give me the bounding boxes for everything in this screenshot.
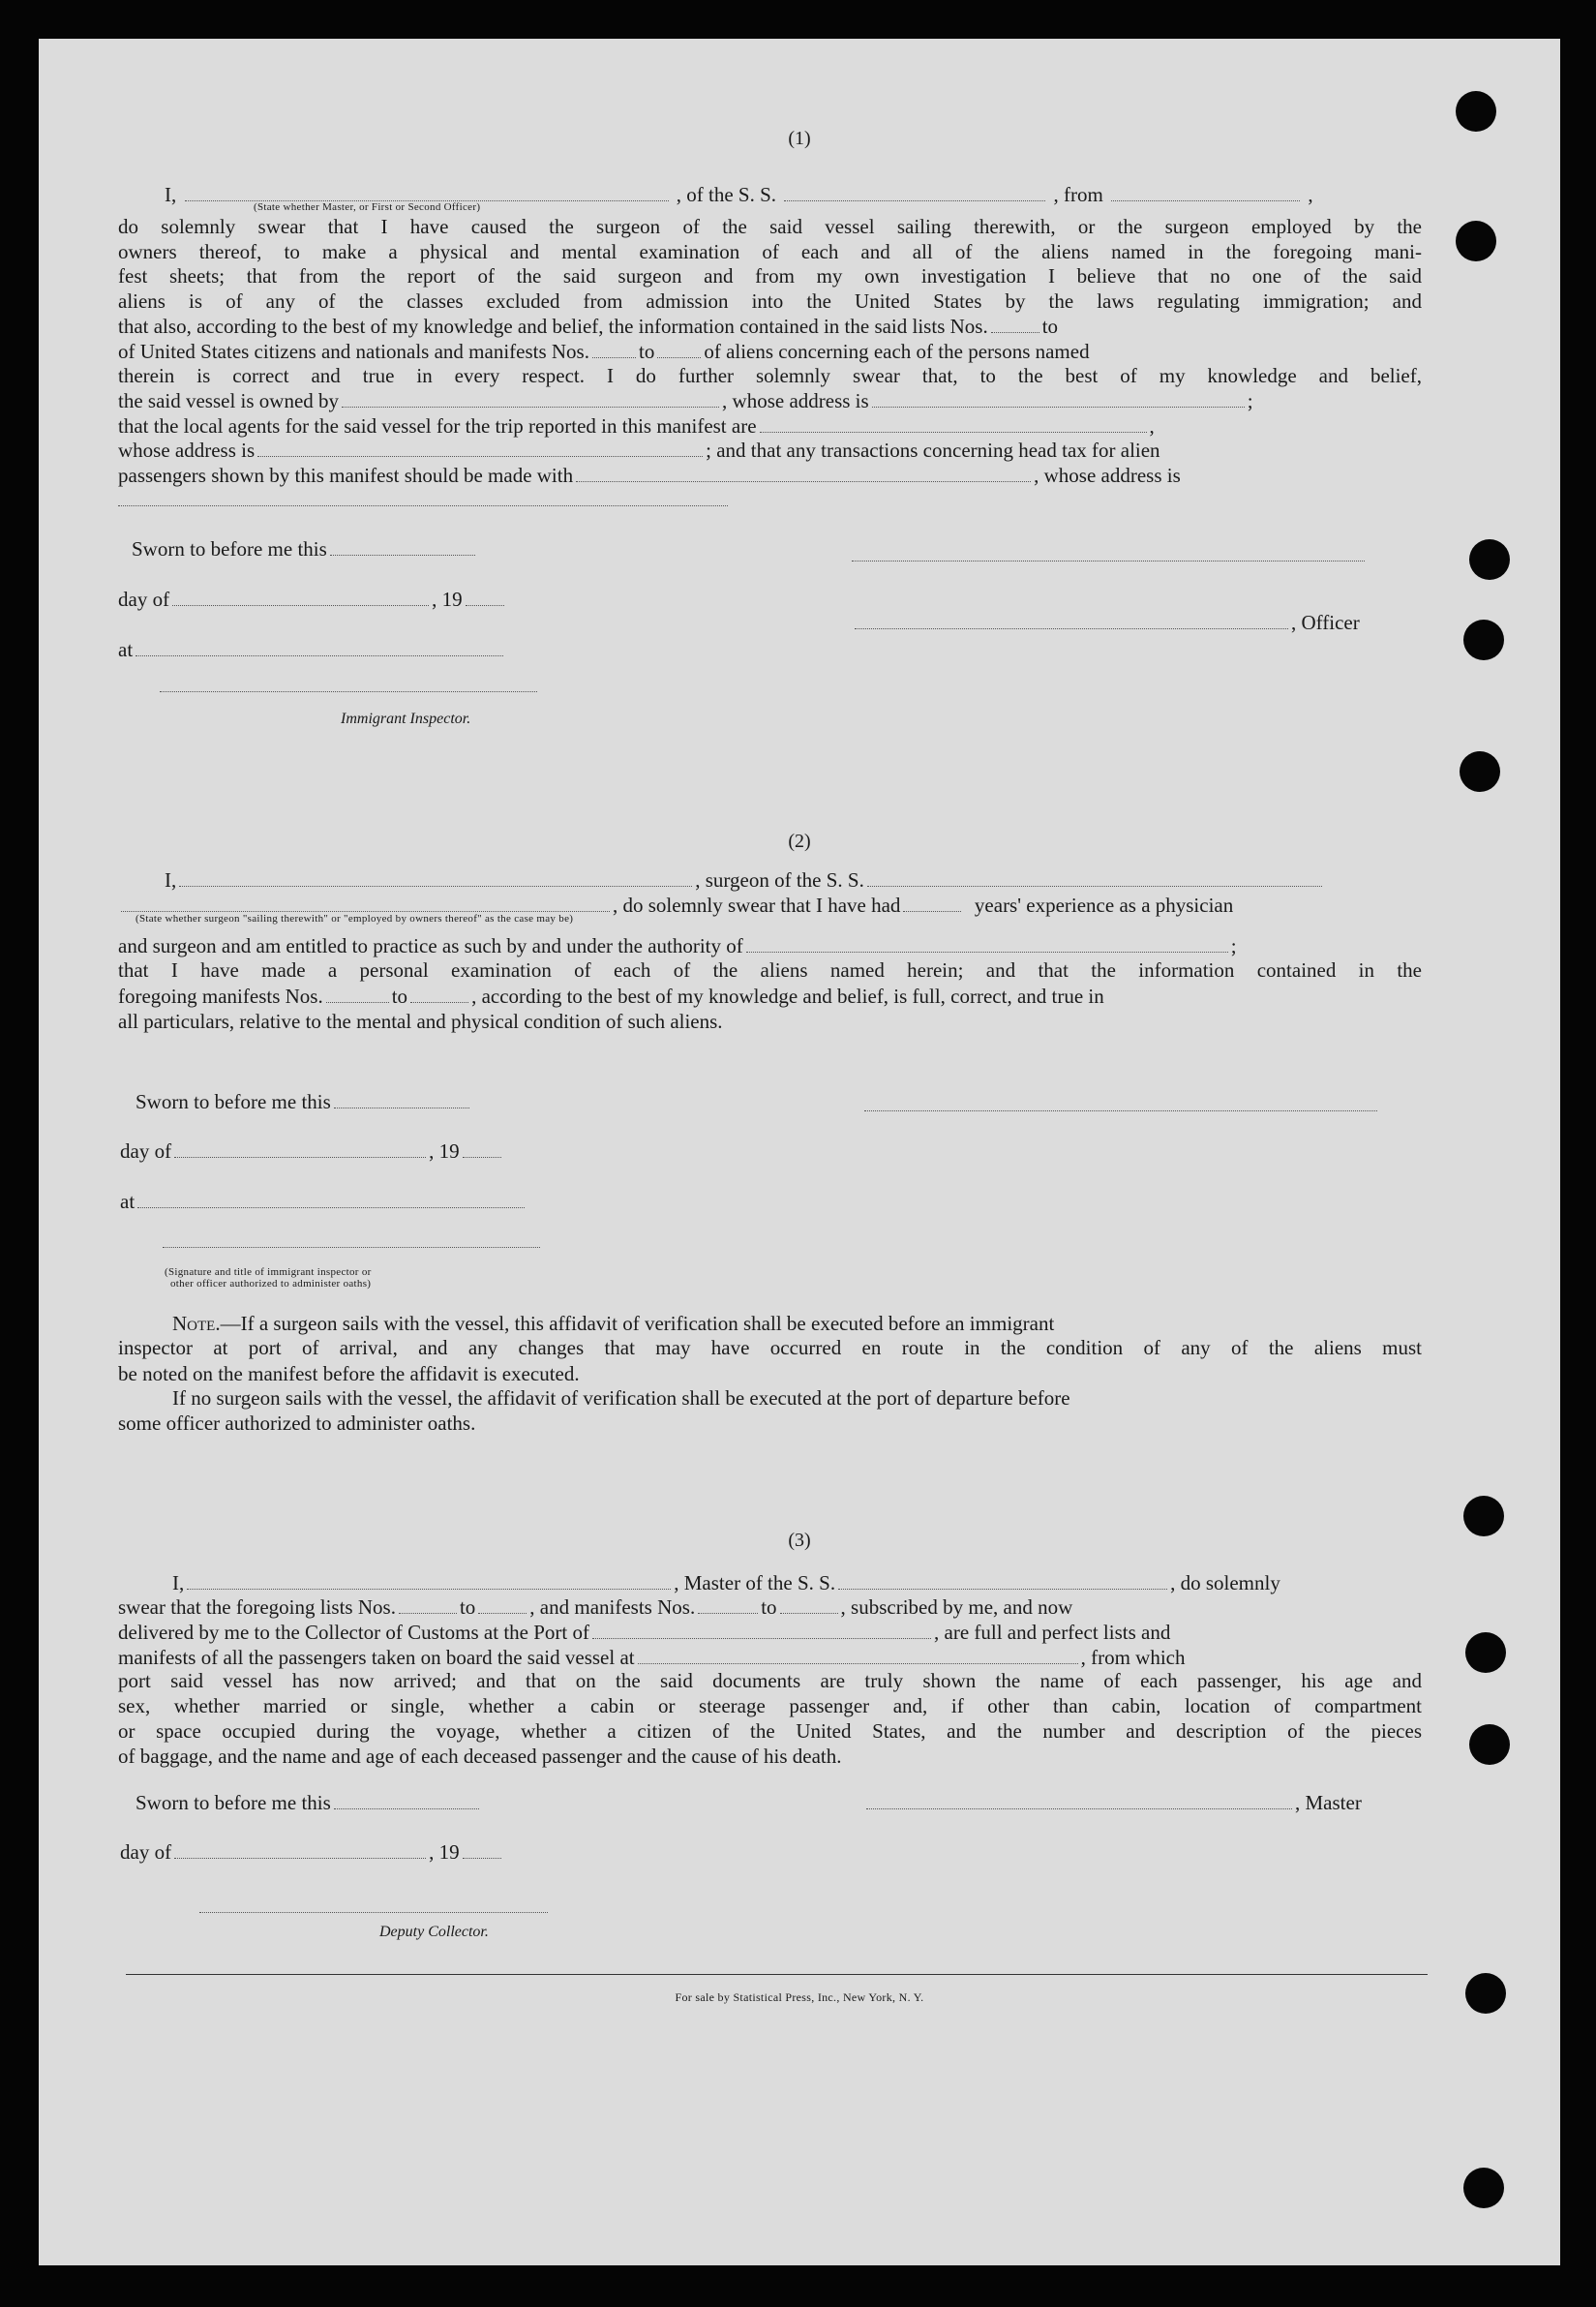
section-2-line-5: foregoing manifests Nos. to , according to the best of my knowledge and belief, is full, correct, and true in [118,985,1104,1008]
note-line-2: inspector at port of arrival, and any changes that may have occurred en route in the condition of any of the aliens must [118,1336,1422,1359]
binder-hole [1465,1632,1506,1673]
section-3-line-7: or space occupied during the voyage, whether a citizen of the United States, and the number and description of the pieces [118,1719,1422,1743]
surgeon-hint: (State whether surgeon "sailing therewith" or "employed by owners thereof" as the case may be) [136,913,574,925]
note-line-1: Note.—If a surgeon sails with the vessel, this affidavit of verification shall be executed before an immigrant [172,1312,1055,1335]
section-1-p5: that also, according to the best of my knowledge and belief, the information contained in the said lists Nos. to [118,315,1059,338]
section-2-line-1: I, , surgeon of the S. S. [165,867,1325,893]
document-page [39,39,1560,2265]
section-1-p9: that the local agents for the said vessel for the trip reported in this manifest are , [118,414,1155,438]
immigrant-inspector-label: Immigrant Inspector. [341,711,471,727]
section-1-p6: of United States citizens and nationals and manifests Nos. to of aliens concerning each of the persons named [118,340,1090,363]
section-2-day: day of , 19 [120,1138,504,1164]
section-1-number: (1) [788,128,811,149]
master-signature: , Master [863,1790,1362,1815]
section-2-number: (2) [788,831,811,852]
section-1-day: day of , 19 [118,587,507,612]
section-3-sworn: Sworn to before me this [136,1790,482,1815]
deputy-collector-label: Deputy Collector. [379,1924,489,1940]
section-1-p11: passengers shown by this manifest should be made with , whose address is [118,464,1181,487]
binder-hole [1463,2168,1504,2208]
section-3-line-5: port said vessel has now arrived; and that on the said documents are truly shown the name of each passenger, his age and [118,1669,1422,1692]
binder-hole [1469,1724,1510,1765]
section-1-p8: the said vessel is owned by , whose address is ; [118,389,1253,412]
section-2-line-3: and surgeon and am entitled to practice as such by and under the authority of ; [118,934,1237,957]
section-2-line-2: , do solemnly swear that I have had years' experience as a physician [118,893,1233,918]
officer-signature: , Officer [852,610,1360,635]
note-line-5: some officer authorized to administer oaths. [118,1412,476,1435]
footer-text: For sale by Statistical Press, Inc., New York, N. Y. [675,1990,924,2004]
officer-hint: (State whether Master, or First or Second Officer) [254,201,481,213]
binder-hole [1469,539,1510,580]
section-2-line-6: all particulars, relative to the mental and physical condition of such aliens. [118,1010,723,1033]
section-1-at: at [118,637,506,662]
section-3-day: day of , 19 [120,1839,504,1865]
section-1-p4: aliens is of any of the classes excluded from admission into the United States by the laws regulating immigration; and [118,289,1422,313]
section-1-sworn: Sworn to before me this [132,536,478,562]
section-1-p10: whose address is ; and that any transactions concerning head tax for alien [118,439,1160,462]
note-line-4: If no surgeon sails with the vessel, the affidavit of verification shall be executed at the port of departure before [172,1386,1070,1410]
section-2-sworn: Sworn to before me this [136,1089,472,1114]
section-1-p1: do solemnly swear that I have caused the surgeon of the said vessel sailing therewith, or the surgeon employed by the [118,215,1422,238]
signature-hint-2: other officer authorized to administer oaths) [170,1278,372,1290]
signature-hint-1: (Signature and title of immigrant inspector or [165,1266,372,1278]
section-3-line-2: swear that the foregoing lists Nos. to , and manifests Nos. to , subscribed by me, and now [118,1595,1073,1619]
footer-rule [126,1973,1428,1975]
section-1-p7: therein is correct and true in every respect. I do further solemnly swear that, to the best of my knowledge and belief, [118,364,1422,387]
note-line-3: be noted on the manifest before the affidavit is executed. [118,1362,580,1385]
section-1-p3: fest sheets; that from the report of the said surgeon and from my own investigation I believe that no one of the said [118,264,1422,288]
section-2-line-4: that I have made a personal examination of each of the aliens named herein; and that the information contained in the [118,958,1422,982]
signature-line [864,1109,1377,1111]
section-3-line-6: sex, whether married or single, whether a cabin or steerage passenger and, if other than cabin, location of compartment [118,1694,1422,1717]
section-2-at: at [120,1189,527,1214]
binder-hole [1460,751,1500,792]
binder-hole [1456,221,1496,261]
section-1-p2: owners thereof, to make a physical and mental examination of each and all of the aliens named in the foregoing mani- [118,240,1422,263]
binder-hole [1463,620,1504,660]
section-1-line-1: I, , of the S. S. , from , [165,183,1313,206]
section-3-line-3: delivered by me to the Collector of Customs at the Port of , are full and perfect lists and [118,1621,1171,1644]
binder-hole [1456,91,1496,132]
signature-line [852,560,1365,562]
section-3-number: (3) [788,1530,811,1551]
section-3-line-1: I, , Master of the S. S. , do solemnly [172,1571,1280,1594]
section-3-line-4: manifests of all the passengers taken on board the said vessel at , from which [118,1646,1186,1669]
section-3-line-8: of baggage, and the name and age of each deceased passenger and the cause of his death. [118,1745,842,1768]
